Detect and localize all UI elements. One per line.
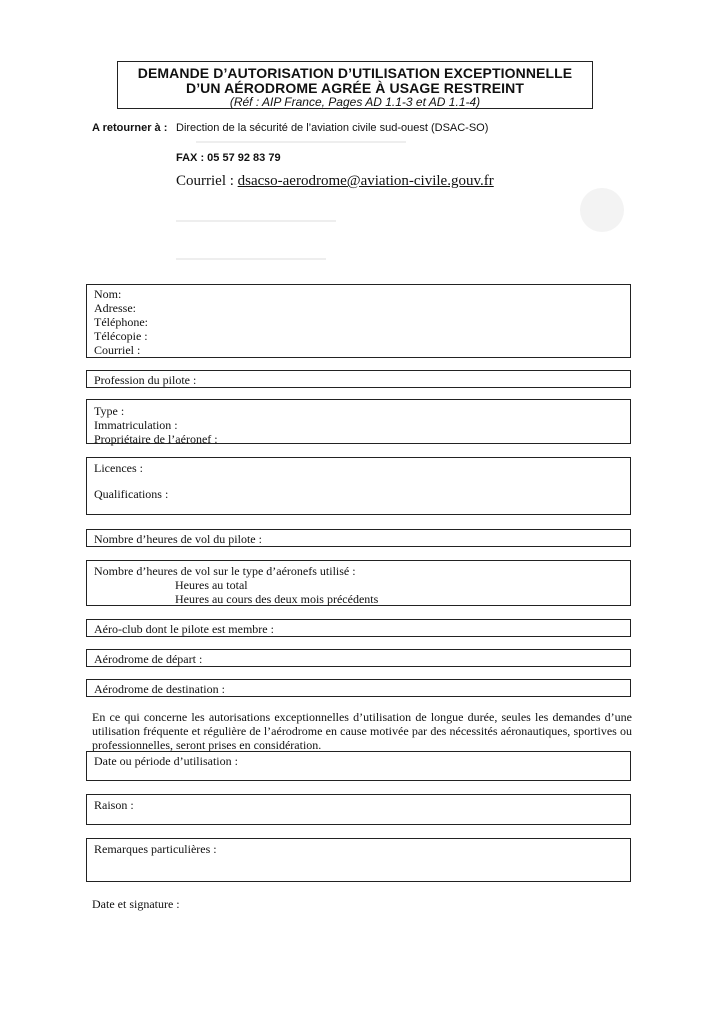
email-link[interactable]: dsacso-aerodrome@aviation-civile.gouv.fr bbox=[237, 173, 494, 189]
adresse-field: Adresse: bbox=[94, 301, 136, 315]
date-period-box[interactable] bbox=[86, 751, 631, 781]
email-label: Courriel : bbox=[176, 173, 238, 189]
telecopie-field: Télécopie : bbox=[94, 329, 148, 343]
licences-box[interactable] bbox=[86, 457, 631, 515]
proprietaire-field: Propriétaire de l’aéronef : bbox=[94, 432, 218, 446]
reason-field: Raison : bbox=[94, 798, 134, 812]
date-period-field: Date ou période d’utilisation : bbox=[94, 754, 238, 768]
reason-box[interactable] bbox=[86, 794, 631, 825]
two-months-hours-field: Heures au cours des deux mois précédents bbox=[175, 592, 379, 606]
date-signature-label: Date et signature : bbox=[92, 897, 180, 911]
return-to-label: A retourner à : bbox=[92, 122, 168, 134]
total-hours-field: Heures au total bbox=[175, 578, 248, 592]
type-hours-heading: Nombre d’heures de vol sur le type d’aéronefs utilisé : bbox=[94, 564, 356, 578]
return-to-email bbox=[176, 173, 494, 190]
type-field: Type : bbox=[94, 404, 125, 418]
destination-field: Aérodrome de destination : bbox=[94, 682, 225, 696]
aeroclub-box[interactable] bbox=[86, 619, 631, 637]
courriel-field: Courriel : bbox=[94, 343, 141, 357]
scan-residue bbox=[176, 258, 326, 260]
profession-field: Profession du pilote : bbox=[94, 373, 197, 387]
telephone-field: Téléphone: bbox=[94, 315, 148, 329]
long-term-notice: En ce qui concerne les autorisations exceptionnelles d’utilisation de longue durée, seules les demandes d’une utilisation fréquente et régulière de l’aérodrome en cause motivée par des nécessités aéronautiques, sportives ou professionnelles, seront prises en considération. bbox=[92, 710, 632, 752]
licences-field: Licences : bbox=[94, 461, 143, 475]
aeroclub-field: Aéro-club dont le pilote est membre : bbox=[94, 622, 274, 636]
form-title-line-2: D’UN AÉRODROME AGRÉE À USAGE RESTREINT bbox=[185, 80, 524, 96]
identity-box[interactable] bbox=[86, 284, 631, 358]
type-hours-box[interactable] bbox=[86, 560, 631, 606]
flight-hours-box[interactable] bbox=[86, 529, 631, 547]
return-to-destination: Direction de la sécurité de l’aviation civile sud-ouest (DSAC-SO) bbox=[176, 122, 489, 134]
form-title-line-1: DEMANDE D’AUTORISATION D’UTILISATION EXCEPTIONNELLE bbox=[137, 65, 573, 81]
return-to-fax: FAX : 05 57 92 83 79 bbox=[176, 152, 281, 164]
aircraft-box[interactable] bbox=[86, 399, 631, 444]
scan-residue bbox=[580, 188, 624, 232]
scan-residue bbox=[196, 141, 406, 143]
flight-hours-field: Nombre d’heures de vol du pilote : bbox=[94, 532, 262, 546]
form-reference: (Réf : AIP France, Pages AD 1.1-3 et AD 1.1-4) bbox=[229, 95, 481, 109]
qualifications-field: Qualifications : bbox=[94, 487, 169, 501]
remarks-box[interactable] bbox=[86, 838, 631, 882]
destination-box[interactable] bbox=[86, 679, 631, 697]
remarks-field: Remarques particulières : bbox=[94, 842, 217, 856]
nom-field: Nom: bbox=[94, 287, 122, 301]
scan-residue bbox=[176, 220, 336, 222]
departure-box[interactable] bbox=[86, 649, 631, 667]
immatriculation-field: Immatriculation : bbox=[94, 418, 178, 432]
profession-box[interactable] bbox=[86, 370, 631, 388]
departure-field: Aérodrome de départ : bbox=[94, 652, 203, 666]
